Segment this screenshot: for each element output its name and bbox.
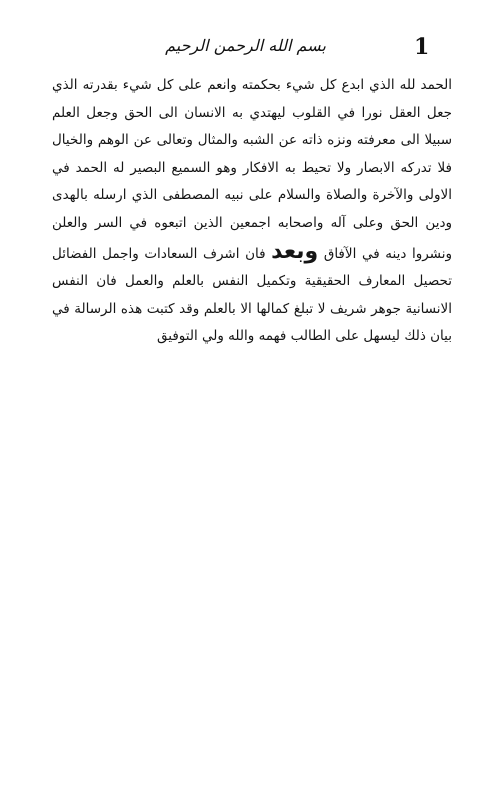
manuscript-line: الذي ارسله بالهدى ودين الحق: [52, 187, 452, 231]
manuscript-line: ليهتدي به الانسان الى الحق: [124, 104, 286, 121]
manuscript-line: وجعل العلم سبيلا الى معرفته: [52, 104, 453, 149]
manuscript-line: وانعم على كل شيء بقدرته: [82, 77, 237, 93]
manuscript-line: وتكميل النفس بالعلم والعمل: [124, 273, 297, 290]
manuscript-line: ونشروا دينه في الآفاق: [323, 245, 452, 262]
manuscript-line: ليسهل على الطالب فهمه: [258, 328, 401, 345]
manuscript-paragraph: [52, 72, 452, 351]
manuscript-line: الذي جعل العقل نورا في القلوب: [52, 77, 453, 121]
manuscript-body: [52, 72, 452, 351]
manuscript-line: وهو السميع البصير: [130, 159, 237, 176]
manuscript-line: والصلاة والسلام على نبيه المصطفى: [162, 187, 368, 204]
manuscript-line: فان النفس الانسانية جوهر شريف: [52, 273, 452, 317]
manuscript-line: وقد كتبت هذه الرسالة في بيان ذلك: [52, 300, 452, 345]
manuscript-line: وعلى آله واصحابه اجمعين: [229, 214, 384, 231]
manuscript-line: تحصيل المعارف الحقيقية: [304, 273, 453, 290]
manuscript-line: وبعد: [271, 238, 319, 264]
manuscript-line: فان اشرف السعادات واجمل الفضائل: [52, 245, 266, 262]
manuscript-line: لا تبلغ كمالها الا بالعلم: [203, 300, 326, 317]
manuscript-line: ونزه ذاته عن الشبه والمثال: [197, 132, 353, 149]
page-number: 1: [414, 34, 430, 60]
manuscript-line: الذين اتبعوه في السر والعلن: [52, 214, 223, 231]
manuscript-line: الحمد لله الذي ابدع كل شيء بحكمته: [241, 77, 452, 93]
manuscript-line: له الحمد في الاولى والآخرة: [52, 159, 452, 204]
basmala-header: بسم الله الرحمن الرحيم: [165, 36, 326, 55]
manuscript-line: فلا تدركه الابصار ولا تحيط به الافكار: [242, 159, 452, 176]
manuscript-line: وتعالى عن الوهم والخيال: [52, 132, 193, 149]
manuscript-line: والله ولي التوفيق: [157, 328, 255, 345]
